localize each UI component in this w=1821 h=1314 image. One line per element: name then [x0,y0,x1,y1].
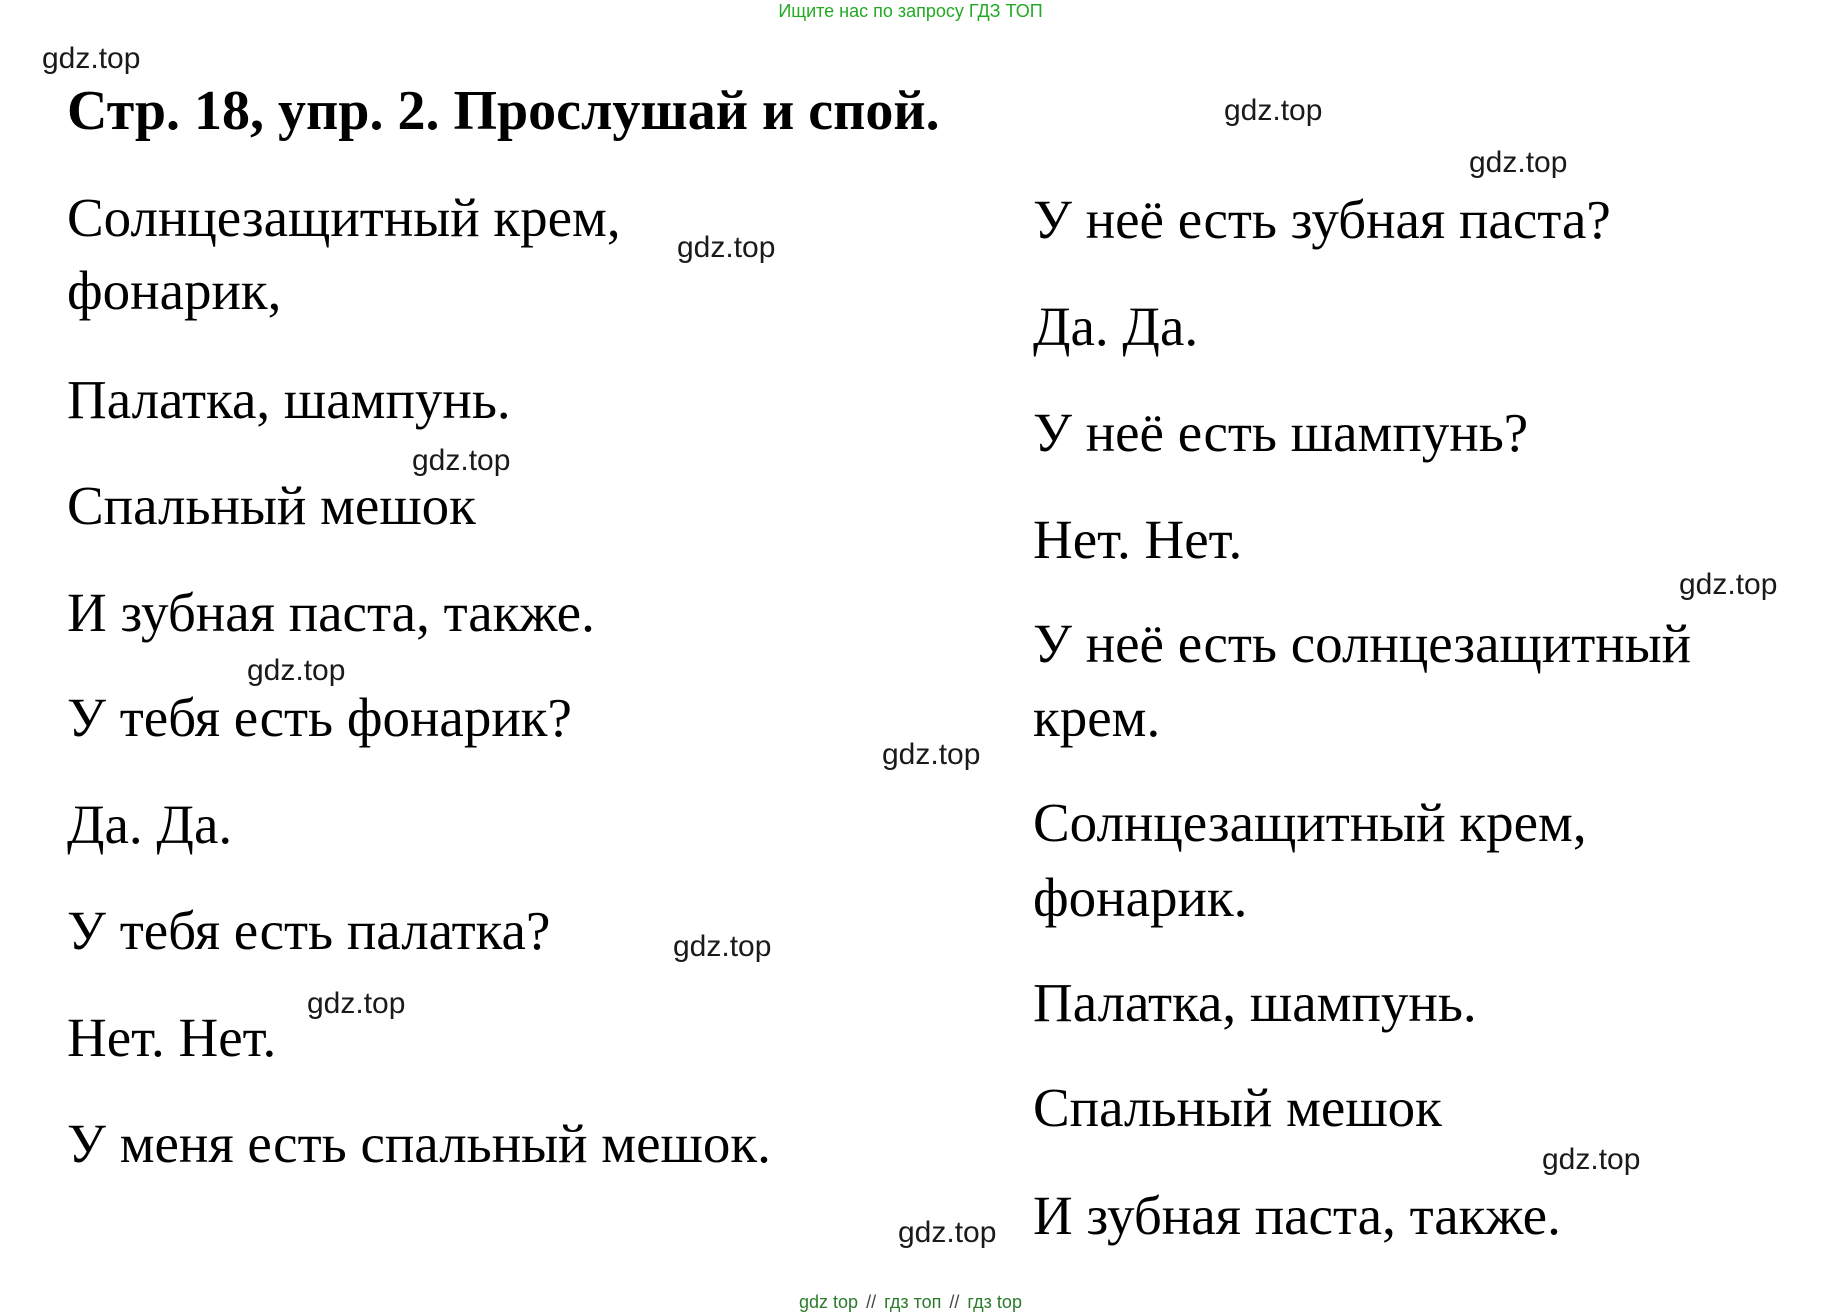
left-line-1: Солнцезащитный крем, [67,187,621,248]
right-line-4: Нет. Нет. [1033,509,1243,570]
watermark: gdz.top [307,987,406,1020]
top-banner[interactable]: Ищите нас по запросу ГДЗ ТОП [778,1,1043,21]
left-line-8: У тебя есть палатка? [67,900,551,961]
page-title: Стр. 18, упр. 2. Прослушай и спой. [67,80,940,142]
right-line-1: У неё есть зубная паста? [1033,189,1611,250]
left-line-6: У тебя есть фонарик? [67,687,572,748]
watermark: gdz.top [882,738,981,771]
footer-link-1[interactable]: gdz top [799,1292,859,1312]
left-line-7: Да. Да. [67,794,233,855]
footer-link-2[interactable]: гдз топ [884,1292,942,1312]
watermark: gdz.top [1224,94,1323,127]
right-line-2: Да. Да. [1033,296,1199,357]
left-line-3: Палатка, шампунь. [67,369,511,430]
left-line-9: Нет. Нет. [67,1007,277,1068]
right-line-9: Палатка, шампунь. [1033,972,1477,1033]
watermark: gdz.top [677,231,776,264]
left-line-5: И зубная паста, также. [67,582,595,643]
watermark: gdz.top [1542,1143,1641,1176]
footer [0,1291,1821,1313]
watermark: gdz.top [1679,568,1778,601]
left-line-2: фонарик, [67,260,282,321]
right-line-7: Солнцезащитный крем, [1033,792,1587,853]
watermark: gdz.top [1469,146,1568,179]
watermark: gdz.top [898,1216,997,1249]
footer-separator: // [949,1292,960,1312]
footer-link-3[interactable]: гдз top [967,1292,1022,1312]
left-line-10: У меня есть спальный мешок. [67,1113,771,1174]
watermark: gdz.top [673,930,772,963]
right-line-6: крем. [1033,687,1161,748]
watermark: gdz.top [412,444,511,477]
watermark: gdz.top [42,42,141,75]
right-line-3: У неё есть шампунь? [1033,402,1529,463]
right-line-10: Спальный мешок [1033,1077,1442,1138]
right-line-8: фонарик. [1033,867,1248,928]
left-line-4: Спальный мешок [67,475,476,536]
watermark: gdz.top [247,654,346,687]
footer-separator: // [866,1292,877,1312]
right-line-5: У неё есть солнцезащитный [1033,613,1692,674]
right-line-11: И зубная паста, также. [1033,1185,1561,1246]
